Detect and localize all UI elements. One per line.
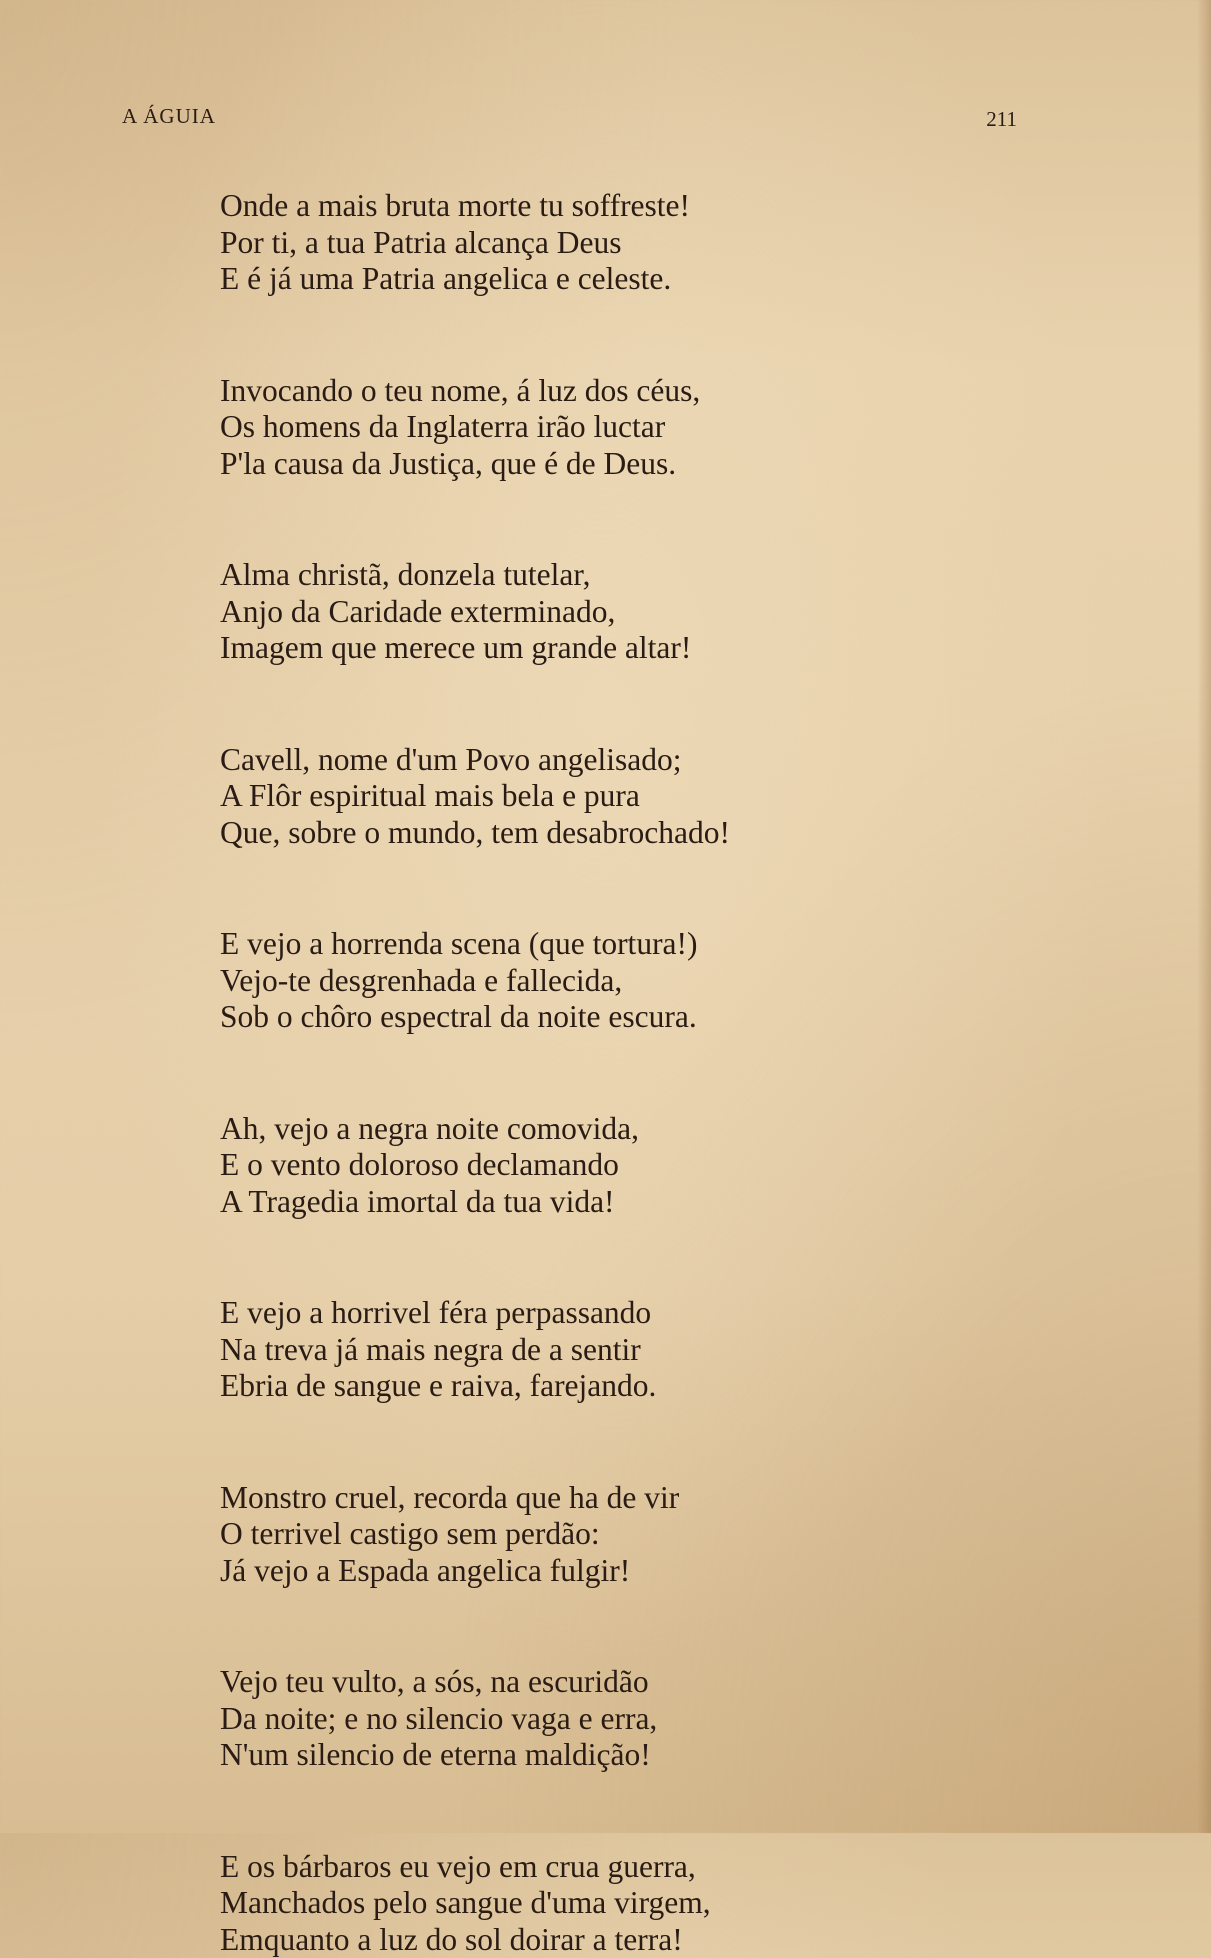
running-title: A ÁGUIA <box>122 104 216 129</box>
stanza <box>220 742 980 852</box>
verse-line: Cavell, nome d'um Povo angelisado; <box>220 742 980 779</box>
verse-line: Por ti, a tua Patria alcança Deus <box>220 225 980 262</box>
verse-line: Que, sobre o mundo, tem desabrochado! <box>220 815 980 852</box>
verse-line: E vejo a horrivel féra perpassando <box>220 1295 980 1332</box>
verse-line: E o vento doloroso declamando <box>220 1147 980 1184</box>
stanza <box>220 188 980 298</box>
verse-line: Onde a mais bruta morte tu soffreste! <box>220 188 980 225</box>
verse-line: N'um silencio de eterna maldição! <box>220 1737 980 1774</box>
running-header <box>122 104 1017 134</box>
verse-line: Monstro cruel, recorda que ha de vir <box>220 1480 980 1517</box>
page-number: 211 <box>986 107 1017 132</box>
verse-line: E é já uma Patria angelica e celeste. <box>220 261 980 298</box>
stanza <box>220 557 980 667</box>
verse-line: Sob o chôro espectral da noite escura. <box>220 999 980 1036</box>
verse-line: Invocando o teu nome, á luz dos céus, <box>220 373 980 410</box>
verse-line: Alma christã, donzela tutelar, <box>220 557 980 594</box>
poem <box>220 188 980 1958</box>
verse-line: Emquanto a luz do sol doirar a terra! <box>220 1922 980 1958</box>
page-edge <box>1197 0 1211 1833</box>
stanza <box>220 1295 980 1405</box>
verse-line: Na treva já mais negra de a sentir <box>220 1332 980 1369</box>
verse-line: Ah, vejo a negra noite comovida, <box>220 1111 980 1148</box>
verse-line: Da noite; e no silencio vaga e erra, <box>220 1701 980 1738</box>
verse-line: Já vejo a Espada angelica fulgir! <box>220 1553 980 1590</box>
stanza <box>220 1849 980 1958</box>
stanza <box>220 1664 980 1774</box>
stanza <box>220 1480 980 1590</box>
verse-line: Manchados pelo sangue d'uma virgem, <box>220 1885 980 1922</box>
stanza <box>220 1111 980 1221</box>
verse-line: A Tragedia imortal da tua vida! <box>220 1184 980 1221</box>
stanza <box>220 926 980 1036</box>
verse-line: E os bárbaros eu vejo em crua guerra, <box>220 1849 980 1886</box>
verse-line: O terrivel castigo sem perdão: <box>220 1516 980 1553</box>
verse-line: Ebria de sangue e raiva, farejando. <box>220 1368 980 1405</box>
verse-line: E vejo a horrenda scena (que tortura!) <box>220 926 980 963</box>
verse-line: Anjo da Caridade exterminado, <box>220 594 980 631</box>
verse-line: Imagem que merece um grande altar! <box>220 630 980 667</box>
verse-line: Vejo teu vulto, a sós, na escuridão <box>220 1664 980 1701</box>
verse-line: A Flôr espiritual mais bela e pura <box>220 778 980 815</box>
stanza <box>220 373 980 483</box>
verse-line: P'la causa da Justiça, que é de Deus. <box>220 446 980 483</box>
verse-line: Vejo-te desgrenhada e fallecida, <box>220 963 980 1000</box>
verse-line: Os homens da Inglaterra irão luctar <box>220 409 980 446</box>
